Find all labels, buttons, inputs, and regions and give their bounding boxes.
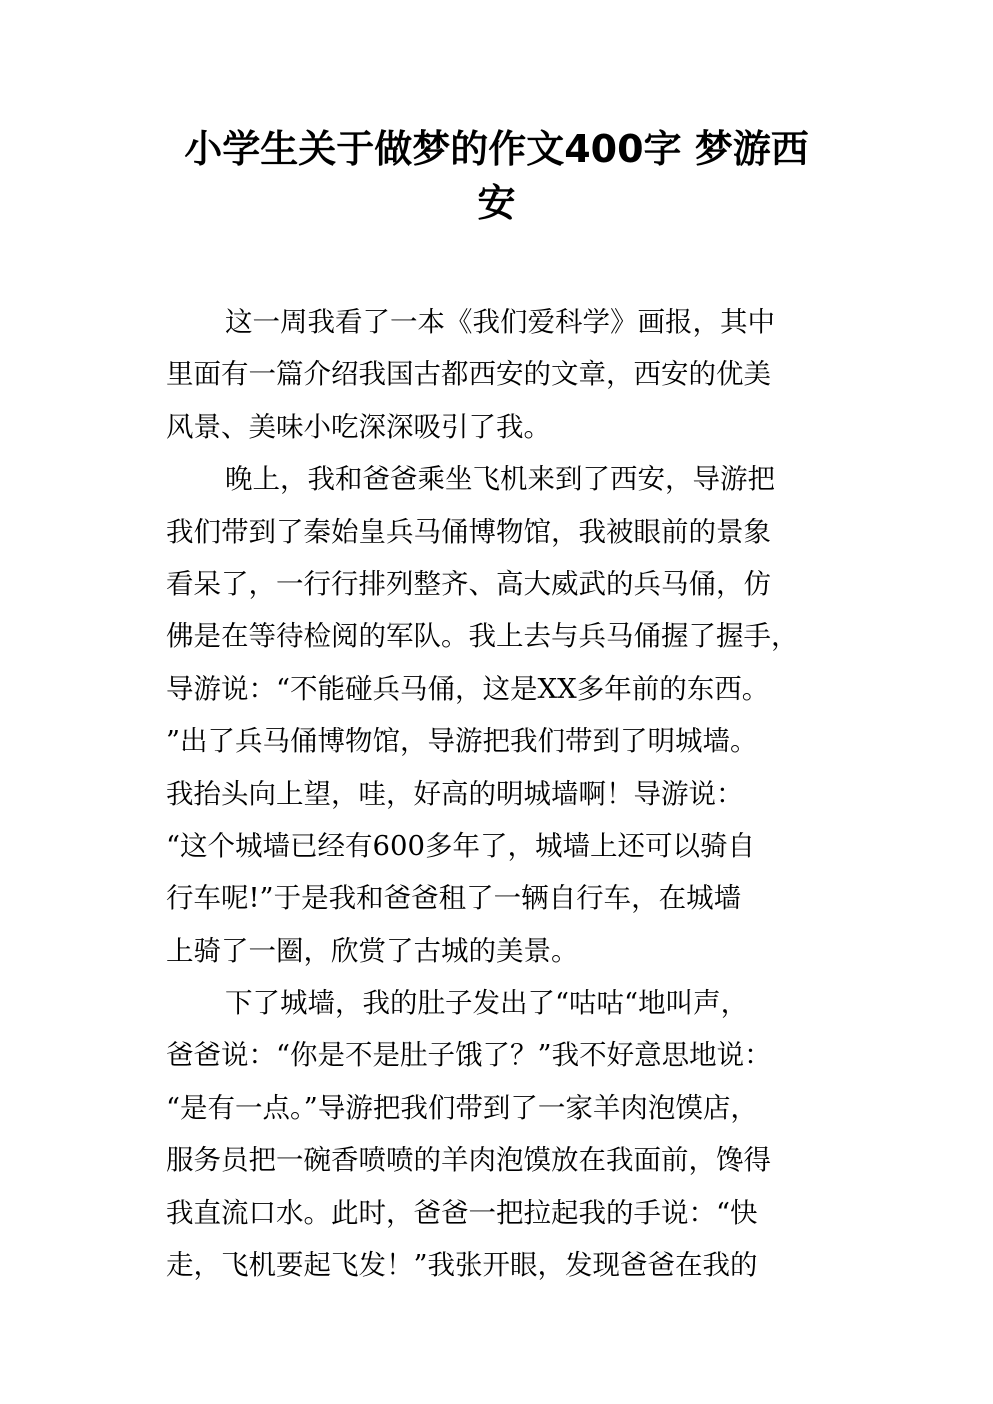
paragraph-3 bbox=[166, 977, 846, 1291]
paragraph-line: 我抬头向上望，哇，好高的明城墙啊！导游说： bbox=[166, 777, 744, 810]
paragraph-line: “是有一点。”导游把我们带到了一家羊肉泡馍店， bbox=[166, 1091, 758, 1124]
title-line-1: 小学生关于做梦的作文400字 梦游西 bbox=[184, 127, 809, 171]
paragraph-line: 这一周我看了一本《我们爱科学》画报，其中 bbox=[225, 306, 775, 338]
paragraph-line: 风景、美味小吃深深吸引了我。 bbox=[166, 410, 551, 443]
document-body bbox=[166, 296, 846, 1291]
paragraph-line: 上骑了一圈，欣赏了古城的美景。 bbox=[166, 934, 579, 967]
paragraph-line: 行车呢!”于是我和爸爸租了一辆自行车，在城墙 bbox=[166, 882, 742, 915]
paragraph-line: 里面有一篇介绍我国古都西安的文章，西安的优美 bbox=[166, 358, 771, 391]
paragraph-line: 晚上，我和爸爸乘坐飞机来到了西安，导游把 bbox=[225, 463, 775, 496]
paragraph-line: 看呆了，一行行排列整齐、高大威武的兵马俑，仿 bbox=[166, 567, 771, 600]
paragraph-line: ”出了兵马俑博物馆，导游把我们带到了明城墙。 bbox=[166, 725, 758, 758]
paragraph-line: 下了城墙，我的肚子发出了“咕咕“地叫声， bbox=[225, 987, 749, 1020]
paragraph-line: 我们带到了秦始皇兵马俑博物馆，我被眼前的景象 bbox=[166, 515, 771, 548]
paragraph-line: 佛是在等待检阅的军队。我上去与兵马俑握了握手， bbox=[166, 620, 799, 653]
paragraph-2 bbox=[166, 453, 846, 977]
title-line-2: 安 bbox=[477, 181, 516, 225]
paragraph-line: 爸爸说：“你是不是肚子饿了？”我不好意思地说： bbox=[166, 1039, 772, 1072]
document-title bbox=[150, 122, 843, 230]
paragraph-line: 我直流口水。此时，爸爸一把拉起我的手说：“快 bbox=[166, 1196, 758, 1229]
paragraph-line: 服务员把一碗香喷喷的羊肉泡馍放在我面前，馋得 bbox=[166, 1144, 771, 1177]
paragraph-line: 导游说：“不能碰兵马俑，这是XX多年前的东西。 bbox=[166, 672, 770, 705]
paragraph-1 bbox=[166, 296, 846, 453]
paragraph-line: “这个城墙已经有600多年了，城墙上还可以骑自 bbox=[166, 829, 756, 862]
paragraph-line: 走，飞机要起飞发！”我张开眼，发现爸爸在我的 bbox=[166, 1249, 758, 1282]
